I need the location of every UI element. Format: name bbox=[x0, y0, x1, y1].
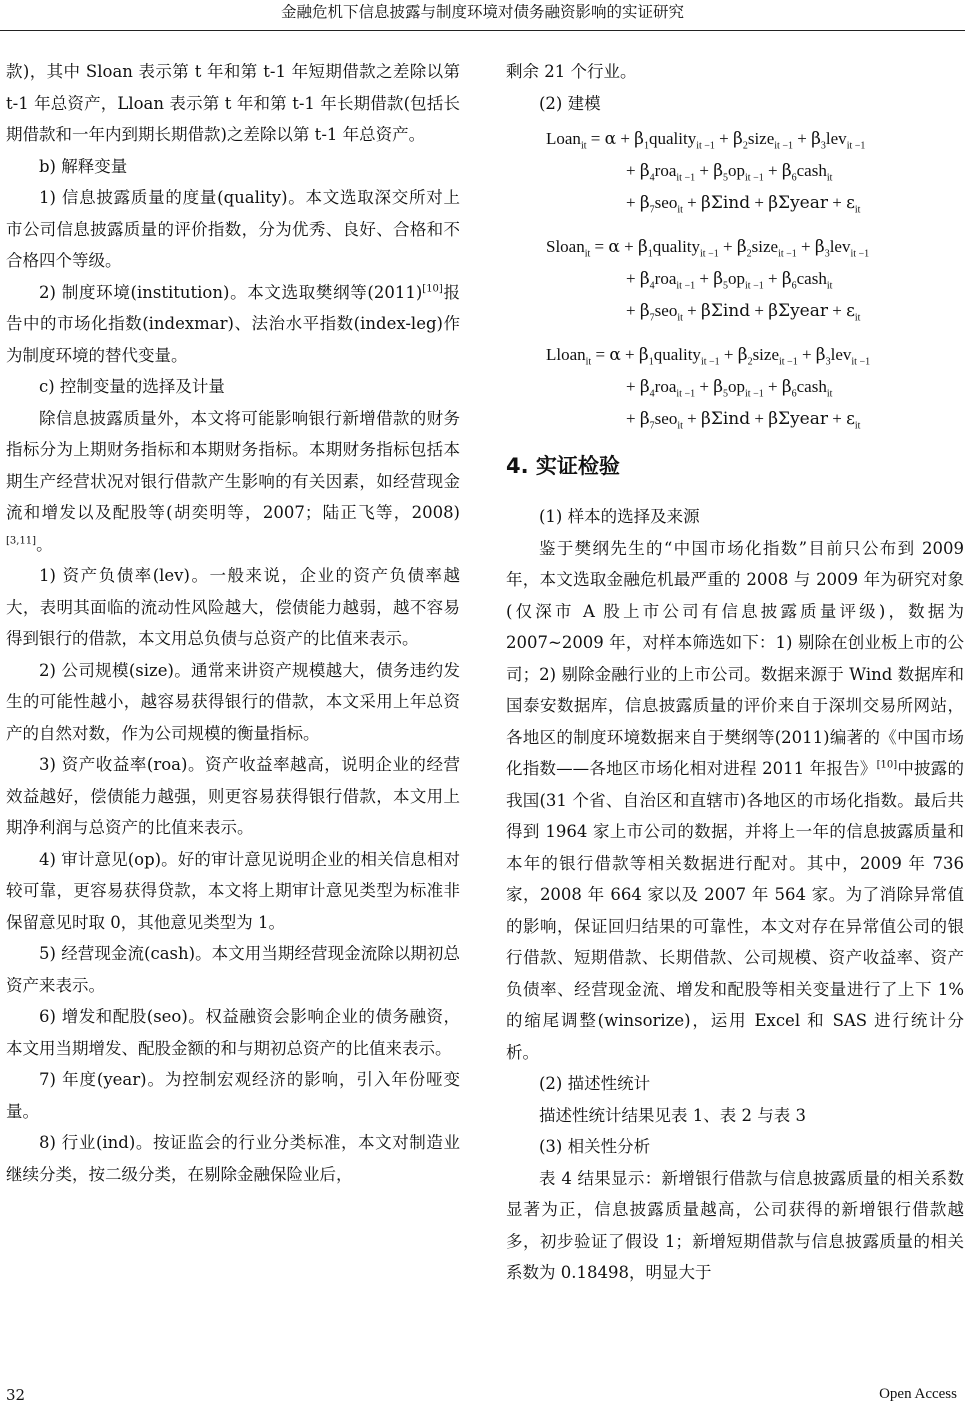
subscript: it bbox=[580, 140, 587, 152]
left-column bbox=[6, 56, 460, 1190]
paragraph bbox=[6, 403, 460, 561]
eq-operator: + bbox=[626, 161, 640, 180]
eq-term: seo bbox=[654, 409, 678, 428]
subscript: 3 bbox=[824, 248, 830, 260]
subscript: it bbox=[826, 172, 833, 184]
paragraph-text: 2) 制度环境(institution)。本文选取樊纲等(2011) bbox=[39, 282, 423, 302]
eq-term: Loan bbox=[546, 129, 581, 148]
eq-operator: + bbox=[750, 301, 769, 320]
subscript: it −1 bbox=[676, 172, 696, 184]
subscript: it −1 bbox=[774, 140, 793, 152]
subscript: it −1 bbox=[779, 356, 798, 368]
eq-term: quality bbox=[652, 237, 701, 256]
beta-symbol: β bbox=[639, 409, 650, 429]
beta-symbol: β bbox=[781, 269, 792, 289]
subscript: it bbox=[826, 280, 833, 292]
subheading-sample: (1) 样本的选择及来源 bbox=[539, 507, 700, 526]
beta-symbol: β bbox=[781, 161, 792, 181]
eq-operator: + bbox=[626, 377, 640, 396]
subheading-correlation: (3) 相关性分析 bbox=[539, 1137, 651, 1156]
eq-operator: + bbox=[828, 409, 847, 428]
subscript: 7 bbox=[649, 420, 655, 432]
beta-symbol: β bbox=[737, 345, 748, 365]
equation-line bbox=[546, 155, 964, 187]
subscript: it −1 bbox=[851, 356, 871, 368]
beta-sum-term: βΣind bbox=[701, 301, 751, 321]
eq-operator: = bbox=[586, 129, 605, 148]
eq-term: op bbox=[728, 269, 746, 288]
equation-block bbox=[546, 339, 964, 435]
equation-line bbox=[546, 371, 964, 403]
subscript: 4 bbox=[649, 280, 655, 292]
subscript: it bbox=[585, 356, 592, 368]
subheading-descriptive: (2) 描述性统计 bbox=[539, 1074, 651, 1093]
subscript: it −1 bbox=[778, 248, 797, 260]
beta-symbol: β bbox=[639, 301, 650, 321]
beta-symbol: β bbox=[814, 237, 825, 257]
eq-operator: + bbox=[695, 161, 714, 180]
subscript: it −1 bbox=[700, 356, 720, 368]
paragraph: 表 4 结果显示：新增银行借款与信息披露质量的相关系数显著为正，信息披露质量越高，公司获得的新增银行借款越多，初步验证了假设 1；新增短期借款与信息披露质量的相关系数为 0.18498，明显大于 bbox=[506, 1168, 964, 1282]
eq-operator: + bbox=[626, 269, 640, 288]
eq-term: size bbox=[747, 129, 775, 148]
subscript: 6 bbox=[791, 388, 797, 400]
eq-operator: + bbox=[828, 193, 847, 212]
equation-line bbox=[546, 187, 964, 219]
eq-operator: + bbox=[626, 301, 640, 320]
subscript: it bbox=[854, 204, 861, 216]
eq-operator: + bbox=[763, 269, 782, 288]
subscript: 5 bbox=[723, 172, 729, 184]
paragraph bbox=[6, 277, 460, 372]
eq-operator: + bbox=[619, 237, 638, 256]
subscript: it −1 bbox=[696, 140, 715, 152]
beta-symbol: β bbox=[736, 237, 747, 257]
eq-term: quality bbox=[649, 129, 697, 148]
subscript: it −1 bbox=[745, 172, 764, 184]
eq-term: cash bbox=[796, 161, 827, 180]
paragraph-text: 中披露的我国(31 个省、自治区和直辖市)各地区的市场化指数。最后共得到 1964 家上市公司的数据，并将上一年的信息披露质量和本年的银行借款等相关数据进行配对。其中，2009 年 736 家，2008 年 664 家以及 2007 年 564 家。为了消除异常值的影响，保证回归结果的可靠性，本文对存在异常值公司的银行借款、短期借款、长期借款、公司规模、资产收益率、资产负债率、经营现金流、增发和配股等相关变量进行了上下 1%的缩尾调整(winsorize)，运用 Excel 和 SAS 进行统计分析。 bbox=[506, 759, 965, 1062]
paragraph-text: 除信息披露质量外，本文将可能影响银行新增借款的财务指标分为上期财务指标和本期财务指标。本期财务指标包括本期生产经营状况对银行借款产生影响的有关因素，如经营现金流和增发以及配股等(胡奕明等，2007；陆正飞等，2008) bbox=[6, 408, 460, 522]
eq-term: lev bbox=[825, 129, 847, 148]
subscript: 2 bbox=[747, 356, 753, 368]
equation-block bbox=[546, 231, 964, 327]
eq-operator: + bbox=[763, 161, 782, 180]
beta-symbol: β bbox=[781, 377, 792, 397]
eq-operator: + bbox=[682, 409, 701, 428]
subscript: 2 bbox=[742, 140, 748, 152]
eq-operator: + bbox=[695, 377, 714, 396]
subscript: 1 bbox=[647, 248, 653, 260]
beta-symbol: β bbox=[639, 161, 650, 181]
equation-line bbox=[546, 263, 964, 295]
subscript: it −1 bbox=[676, 388, 696, 400]
subscript: 1 bbox=[648, 356, 654, 368]
beta-symbol: β bbox=[637, 237, 648, 257]
equation-line bbox=[546, 123, 964, 155]
eq-operator: + bbox=[682, 301, 701, 320]
eq-operator: + bbox=[792, 129, 812, 148]
paragraph: 款)，其中 Sloan 表示第 t 年和第 t-1 年短期借款之差除以第 t-1 年总资产，Lloan 表示第 t 年和第 t-1 年长期借款(包括长期借款和一年内到期长期借款)之差除以第 t-1 年总资产。 bbox=[6, 62, 460, 144]
subscript: 3 bbox=[825, 356, 831, 368]
epsilon-symbol: ε bbox=[846, 409, 855, 429]
paragraph: 4) 审计意见(op)。好的审计意见说明企业的相关信息相对较可靠，更容易获得贷款，本文将上期审计意见类型为标准非保留意见时取 0，其他意见类型为 1。 bbox=[6, 849, 460, 932]
subscript: it −1 bbox=[700, 248, 719, 260]
paragraph: 1) 信息披露质量的度量(quality)。本文选取深交所对上市公司信息披露质量的评价指数，分为优秀、良好、合格和不合格四个等级。 bbox=[6, 188, 460, 270]
subscript: 7 bbox=[649, 204, 655, 216]
eq-operator: + bbox=[718, 237, 737, 256]
beta-symbol: β bbox=[733, 129, 743, 149]
eq-term: Lloan bbox=[546, 345, 586, 364]
beta-sum-term: βΣyear bbox=[768, 301, 828, 321]
subscript: it −1 bbox=[850, 248, 870, 260]
eq-operator: + bbox=[763, 377, 782, 396]
beta-symbol: β bbox=[634, 129, 644, 149]
beta-symbol: β bbox=[638, 345, 649, 365]
subscript: 4 bbox=[649, 172, 655, 184]
beta-symbol: β bbox=[639, 377, 650, 397]
paragraph-text: 报告中的市场化指数(indexmar)、法治水平指数(index-leg)作为制度环境的替代变量。 bbox=[6, 282, 460, 365]
eq-operator: + bbox=[620, 345, 639, 364]
eq-term: Sloan bbox=[546, 237, 585, 256]
citation: [10] bbox=[876, 759, 898, 771]
eq-operator: = bbox=[591, 345, 610, 364]
paragraph-text: 鉴于樊纲先生的“中国市场化指数”目前只公布到 2009 年，本文选取金融危机最严重的 2008 与 2009 年为研究对象(仅深市 A 股上市公司有信息披露质量评级)，数据为 2007~2009 年，对样本筛选如下：1) 剔除在创业板上市的公司；2) 剔除金融行业的上市公司。数据来源于 Wind 数据库和国泰安数据库，信息披露质量的评价来自于深圳交易所网站，各地区的制度环境数据来自于樊纲等(2011)编著的《中国市场化指数——各地区市场化相对进程 2011 年报告》 bbox=[506, 538, 964, 778]
eq-operator: + bbox=[714, 129, 734, 148]
paragraph: 8) 行业(ind)。按证监会的行业分类标准，本文对制造业继续分类，按二级分类，在剔除金融保险业后， bbox=[6, 1133, 460, 1184]
eq-term: size bbox=[752, 345, 779, 364]
subscript: 2 bbox=[746, 248, 752, 260]
eq-operator: + bbox=[695, 269, 714, 288]
subscript: it −1 bbox=[846, 140, 866, 152]
eq-term: roa bbox=[654, 377, 677, 396]
eq-term: op bbox=[728, 377, 746, 396]
paragraph: 描述性统计结果见表 1、表 2 与表 3 bbox=[539, 1105, 806, 1125]
eq-operator: + bbox=[750, 409, 769, 428]
paragraph: 1) 资产负债率(lev)。一般来说，企业的资产负债率越大，表明其面临的流动性风险越大，偿债能力越弱，越不容易得到银行的借款，本文用总负债与总资产的比值来表示。 bbox=[6, 566, 460, 648]
paragraph-text: 。 bbox=[36, 534, 53, 554]
eq-term: lev bbox=[829, 237, 851, 256]
beta-sum-term: βΣyear bbox=[768, 409, 828, 429]
paragraph: 剩余 21 个行业。 bbox=[506, 62, 637, 81]
eq-term: lev bbox=[830, 345, 852, 364]
eq-term: seo bbox=[654, 193, 678, 212]
paragraph bbox=[506, 533, 964, 1069]
subscript: 6 bbox=[791, 172, 797, 184]
subscript: 6 bbox=[791, 280, 797, 292]
paragraph: 6) 增发和配股(seo)。权益融资会影响企业的债务融资，本文用当期增发、配股金额的和与期初总资产的比值来表示。 bbox=[6, 1007, 460, 1058]
eq-term: size bbox=[751, 237, 779, 256]
equation-line bbox=[546, 295, 964, 327]
eq-term: roa bbox=[654, 161, 677, 180]
subscript: 7 bbox=[649, 312, 655, 324]
page-number: 32 bbox=[6, 1386, 26, 1404]
alpha-symbol: α bbox=[608, 237, 620, 257]
eq-operator: + bbox=[626, 409, 640, 428]
eq-term: cash bbox=[796, 269, 827, 288]
beta-sum-term: βΣind bbox=[701, 193, 751, 213]
epsilon-symbol: ε bbox=[846, 301, 855, 321]
eq-operator: = bbox=[590, 237, 609, 256]
alpha-symbol: α bbox=[604, 129, 617, 149]
subheading-explanatory-vars: b) 解释变量 bbox=[39, 156, 128, 176]
beta-symbol: β bbox=[713, 269, 724, 289]
beta-symbol: β bbox=[713, 161, 724, 181]
beta-sum-term: βΣyear bbox=[768, 193, 828, 213]
equation-line bbox=[546, 339, 964, 371]
subscript: it bbox=[854, 420, 861, 432]
eq-operator: + bbox=[719, 345, 738, 364]
subscript: it bbox=[677, 204, 683, 216]
subscript: it −1 bbox=[745, 280, 764, 292]
right-column bbox=[506, 56, 964, 1289]
running-header bbox=[0, 0, 965, 31]
beta-symbol: β bbox=[639, 193, 650, 213]
subscript: it −1 bbox=[676, 280, 696, 292]
eq-term: seo bbox=[654, 301, 678, 320]
eq-operator: + bbox=[750, 193, 769, 212]
subscript: 1 bbox=[644, 140, 649, 152]
eq-operator: + bbox=[616, 129, 635, 148]
publisher-label: Open Access bbox=[879, 1386, 957, 1402]
subheading-control-vars: c) 控制变量的选择及计量 bbox=[39, 377, 225, 396]
subscript: it bbox=[854, 312, 861, 324]
subscript: it bbox=[584, 248, 591, 260]
equation-line bbox=[546, 231, 964, 263]
equation-block bbox=[546, 123, 964, 219]
beta-symbol: β bbox=[713, 377, 724, 397]
equation-line bbox=[546, 403, 964, 435]
beta-sum-term: βΣind bbox=[701, 409, 751, 429]
paragraph: 3) 资产收益率(roa)。资产收益率越高，说明企业的经营效益越好，偿债能力越强，则更容易获得银行借款，本文用上期净利润与总资产的比值来表示。 bbox=[6, 755, 460, 837]
citation: [3,11] bbox=[6, 535, 37, 546]
subscript: 5 bbox=[723, 280, 729, 292]
eq-term: cash bbox=[796, 377, 827, 396]
eq-operator: + bbox=[797, 345, 816, 364]
eq-term: quality bbox=[653, 345, 701, 364]
regression-equations bbox=[506, 123, 964, 435]
paragraph: 2) 公司规模(size)。通常来讲资产规模越大，债务违约发生的可能性越小，越容易获得银行的借款，本文采用上年总资产的自然对数，作为公司规模的衡量指标。 bbox=[6, 660, 460, 743]
beta-symbol: β bbox=[815, 345, 826, 365]
subscript: it bbox=[677, 420, 683, 432]
eq-operator: + bbox=[796, 237, 815, 256]
eq-term: roa bbox=[654, 269, 677, 288]
alpha-symbol: α bbox=[609, 345, 621, 365]
header-title: 金融危机下信息披露与制度环境对债务融资影响的实证研究 bbox=[280, 3, 684, 21]
section-title: 4. 实证检验 bbox=[506, 454, 620, 478]
subscript: 3 bbox=[820, 140, 826, 152]
beta-symbol: β bbox=[811, 129, 821, 149]
subscript: it bbox=[826, 388, 833, 400]
eq-operator: + bbox=[682, 193, 701, 212]
beta-symbol: β bbox=[639, 269, 650, 289]
eq-operator: + bbox=[626, 193, 640, 212]
paragraph: 5) 经营现金流(cash)。本文用当期经营现金流除以期初总资产来表示。 bbox=[6, 944, 460, 995]
paragraph: 7) 年度(year)。为控制宏观经济的影响，引入年份哑变量。 bbox=[6, 1070, 460, 1121]
epsilon-symbol: ε bbox=[846, 193, 855, 213]
subscript: 5 bbox=[723, 388, 729, 400]
subscript: 4 bbox=[649, 388, 655, 400]
citation: [10] bbox=[422, 283, 443, 294]
eq-term: op bbox=[728, 161, 746, 180]
eq-operator: + bbox=[828, 301, 847, 320]
subscript: it −1 bbox=[745, 388, 764, 400]
model-heading: (2) 建模 bbox=[539, 93, 601, 113]
subscript: it bbox=[677, 312, 683, 324]
